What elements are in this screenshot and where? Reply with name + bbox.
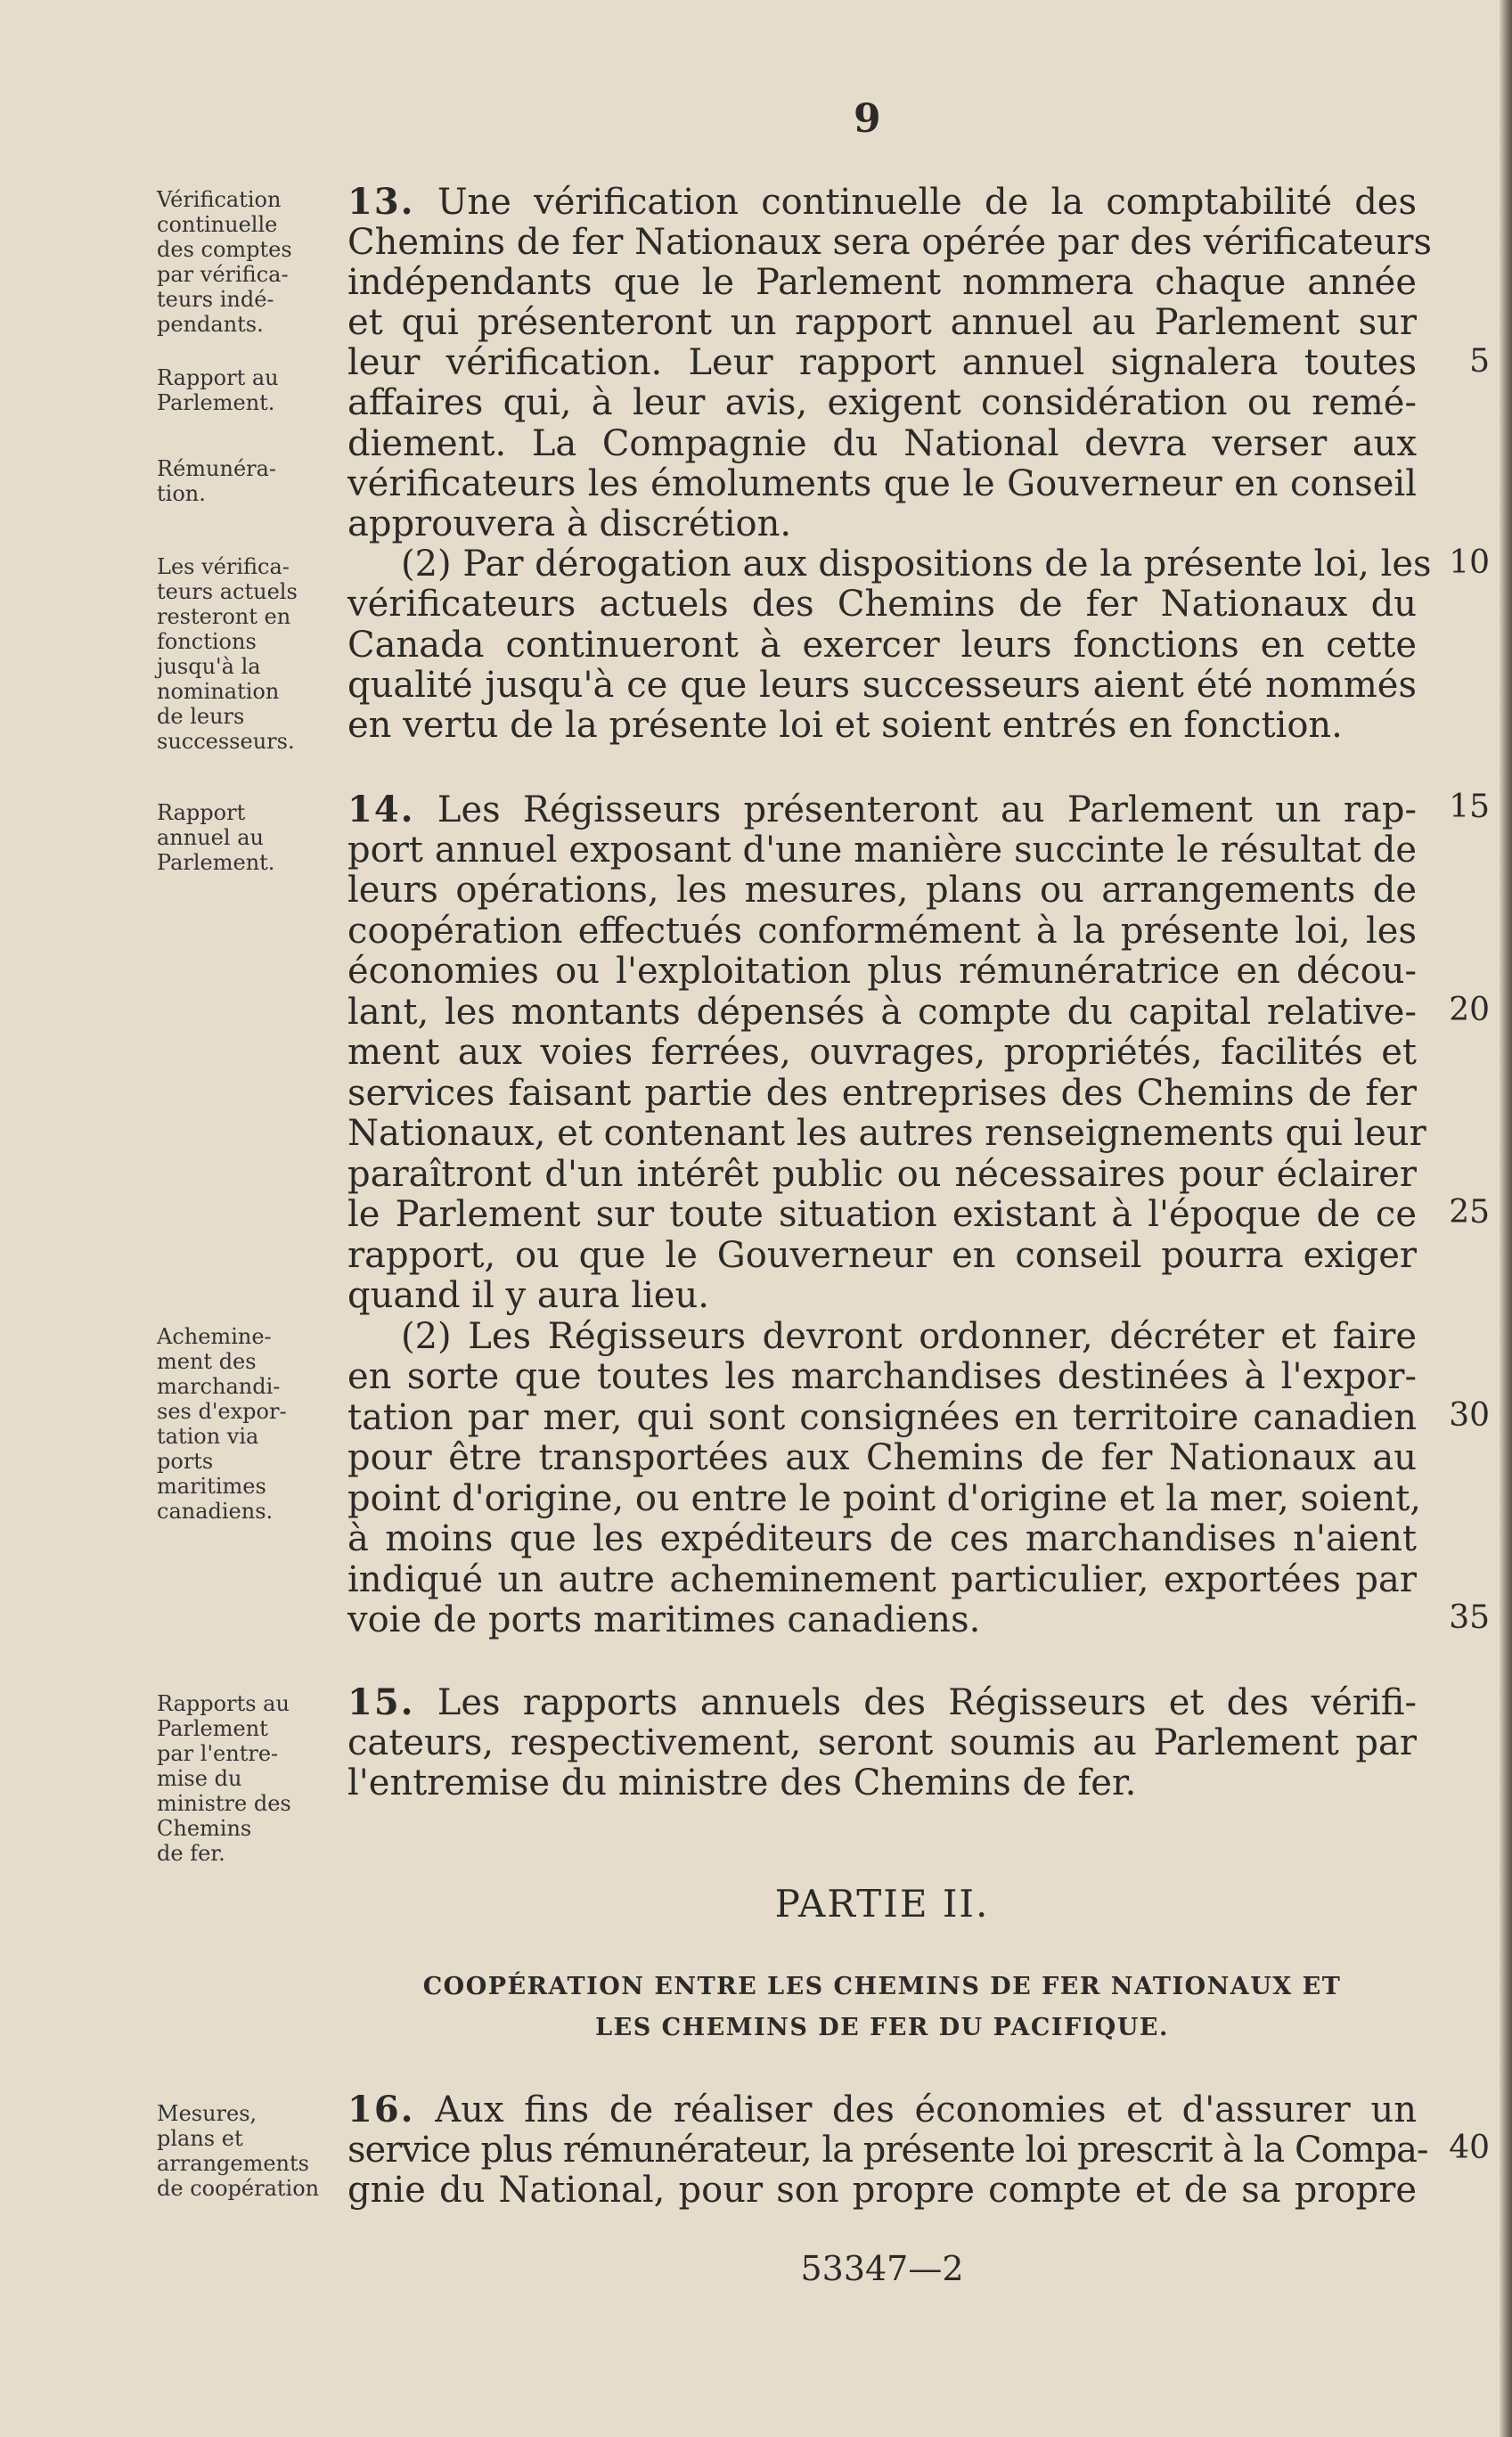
s14-line-19: à moins que les expéditeurs de ces marchandises n'aient: [347, 1518, 1417, 1559]
s14-line-3: leurs opérations, les mesures, plans ou arrangements de: [347, 870, 1417, 911]
s14-line-17: pour être transportées aux Chemins de fer Nationaux au: [347, 1437, 1417, 1478]
s14-line-9: Nationaux, et contenant les autres renseignements qui leur: [347, 1113, 1426, 1154]
s13-line-14: en vertu de la présente loi et soient entrés en fonction.: [347, 705, 1343, 746]
s13-line-5: leur vérification. Leur rapport annuel signalera toutes: [347, 342, 1417, 383]
s14-line-4: coopération effectués conformément à la présente loi, les: [347, 911, 1417, 952]
s13-line-3: indépendants que le Parlement nommera chaque année: [347, 262, 1417, 303]
s13-line-10: (2) Par dérogation aux dispositions de la présente loi, les: [401, 544, 1432, 585]
line-number: 5: [1469, 343, 1490, 380]
margin-note-rapport-annuel: Rapport annuel au Parlement.: [157, 800, 275, 875]
s14-line-5: économies ou l'exploitation plus rémunératrice en décou-: [347, 951, 1417, 992]
line-number: 10: [1449, 544, 1490, 581]
s15-line-1: 15. Les rapports annuels des Régisseurs et des vérifi-: [347, 1681, 1417, 1723]
s13-line-6: affaires qui, à leur avis, exigent considération ou remé-: [347, 382, 1417, 423]
part-title: PARTIE II.: [774, 1882, 990, 1926]
s14-line-7: ment aux voies ferrées, ouvrages, propriétés, facilités et: [347, 1032, 1417, 1073]
line-number: 35: [1449, 1599, 1490, 1636]
margin-note-acheminement: Achemine- ment des marchandi- ses d'expor- tation via ports maritimes canadiens.: [157, 1324, 287, 1524]
line-number: 40: [1449, 2130, 1490, 2166]
margin-note-remuneration: Rémunéra- tion.: [157, 456, 277, 506]
s14-line-10: paraîtront d'un intérêt public ou nécessaires pour éclairer: [347, 1154, 1417, 1195]
s13-line-4: et qui présenteront un rapport annuel au Parlement sur: [347, 302, 1417, 343]
s13-line-1: 13. Une vérification continuelle de la comptabilité des: [347, 181, 1418, 223]
s14-line-6: lant, les montants dépensés à compte du capital relative-: [347, 992, 1417, 1033]
section-13-number: 13.: [347, 181, 415, 223]
s14-line-18: point d'origine, ou entre le point d'origine et la mer, soient,: [347, 1478, 1422, 1519]
line-number: 25: [1449, 1194, 1490, 1231]
section-16-number: 16.: [347, 2089, 415, 2130]
s14-line-14: (2) Les Régisseurs devront ordonner, décréter et faire: [401, 1316, 1417, 1357]
s14-line-12: rapport, ou que le Gouverneur en conseil pourra exiger: [347, 1235, 1417, 1276]
s15-line-2: cateurs, respectivement, seront soumis au Parlement par: [347, 1722, 1417, 1763]
s14-line-11: le Parlement sur toute situation existant à l'époque de ce: [347, 1194, 1417, 1235]
s14-line-13: quand il y aura lieu.: [347, 1275, 709, 1316]
s14-line-20: indiqué un autre acheminement particulier, exportées par: [347, 1559, 1417, 1600]
s16-line-3: gnie du National, pour son propre compte et de sa propre: [347, 2170, 1417, 2211]
s13-line-11: vérificateurs actuels des Chemins de fer Nationaux du: [347, 584, 1417, 625]
s14-line-16: tation par mer, qui sont consignées en territoire canadien: [347, 1397, 1417, 1438]
s13-line-12: Canada continueront à exercer leurs fonctions en cette: [347, 625, 1417, 666]
s13-line-8: vérificateurs les émoluments que le Gouverneur en conseil: [347, 463, 1417, 504]
margin-note-rapports-parlement: Rapports au Parlement par l'entre- mise du ministre des Chemins de fer.: [157, 1691, 291, 1866]
line-number: 20: [1449, 992, 1490, 1028]
s16-line-1: 16. Aux fins de réaliser des économies et d'assurer un: [347, 2089, 1417, 2130]
s16-line-2: service plus rémunérateur, la présente loi prescrit à la Compa-: [347, 2130, 1428, 2171]
s14-line-2: port annuel exposant d'une manière succinte le résultat de: [347, 830, 1417, 871]
margin-note-verificateurs-actuels: Les vérifica- teurs actuels resteront en fonctions jusqu'à la nomination de leurs successeurs.: [157, 554, 298, 754]
line-number: 30: [1449, 1397, 1490, 1434]
s14-line-1: 14. Les Régisseurs présenteront au Parlement un rap-: [347, 789, 1417, 830]
s13-line-9: approuvera à discrétion.: [347, 503, 792, 544]
part-subtitle-2: LES CHEMINS DE FER DU PACIFIQUE.: [595, 2014, 1169, 2041]
s13-line-7: diement. La Compagnie du National devra verser aux: [347, 423, 1417, 464]
line-number: 15: [1449, 789, 1490, 825]
section-14-number: 14.: [347, 789, 415, 830]
s13-line-2: Chemins de fer Nationaux sera opérée par des vérificateurs: [347, 222, 1433, 263]
margin-note-mesures: Mesures, plans et arrangements de coopération: [157, 2101, 320, 2201]
section-15-number: 15.: [347, 1681, 415, 1723]
s14-line-15: en sorte que toutes les marchandises destinées à l'expor-: [347, 1356, 1417, 1397]
page-edge: [1500, 0, 1512, 2437]
s13-line-13: qualité jusqu'à ce que leurs successeurs aient été nommés: [347, 665, 1417, 706]
footer-code: 53347—2: [800, 2249, 964, 2288]
s14-line-8: services faisant partie des entreprises des Chemins de fer: [347, 1073, 1417, 1114]
s15-line-3: l'entremise du ministre des Chemins de fer.: [347, 1762, 1137, 1803]
margin-note-verification: Vérification continuelle des comptes par vérifica- teurs indé- pendants.: [157, 187, 292, 337]
margin-note-rapport: Rapport au Parlement.: [157, 365, 279, 415]
s14-line-21: voie de ports maritimes canadiens.: [347, 1599, 981, 1640]
part-subtitle-1: COOPÉRATION ENTRE LES CHEMINS DE FER NATIONAUX ET: [422, 1973, 1342, 2000]
page-number: 9: [854, 96, 881, 142]
